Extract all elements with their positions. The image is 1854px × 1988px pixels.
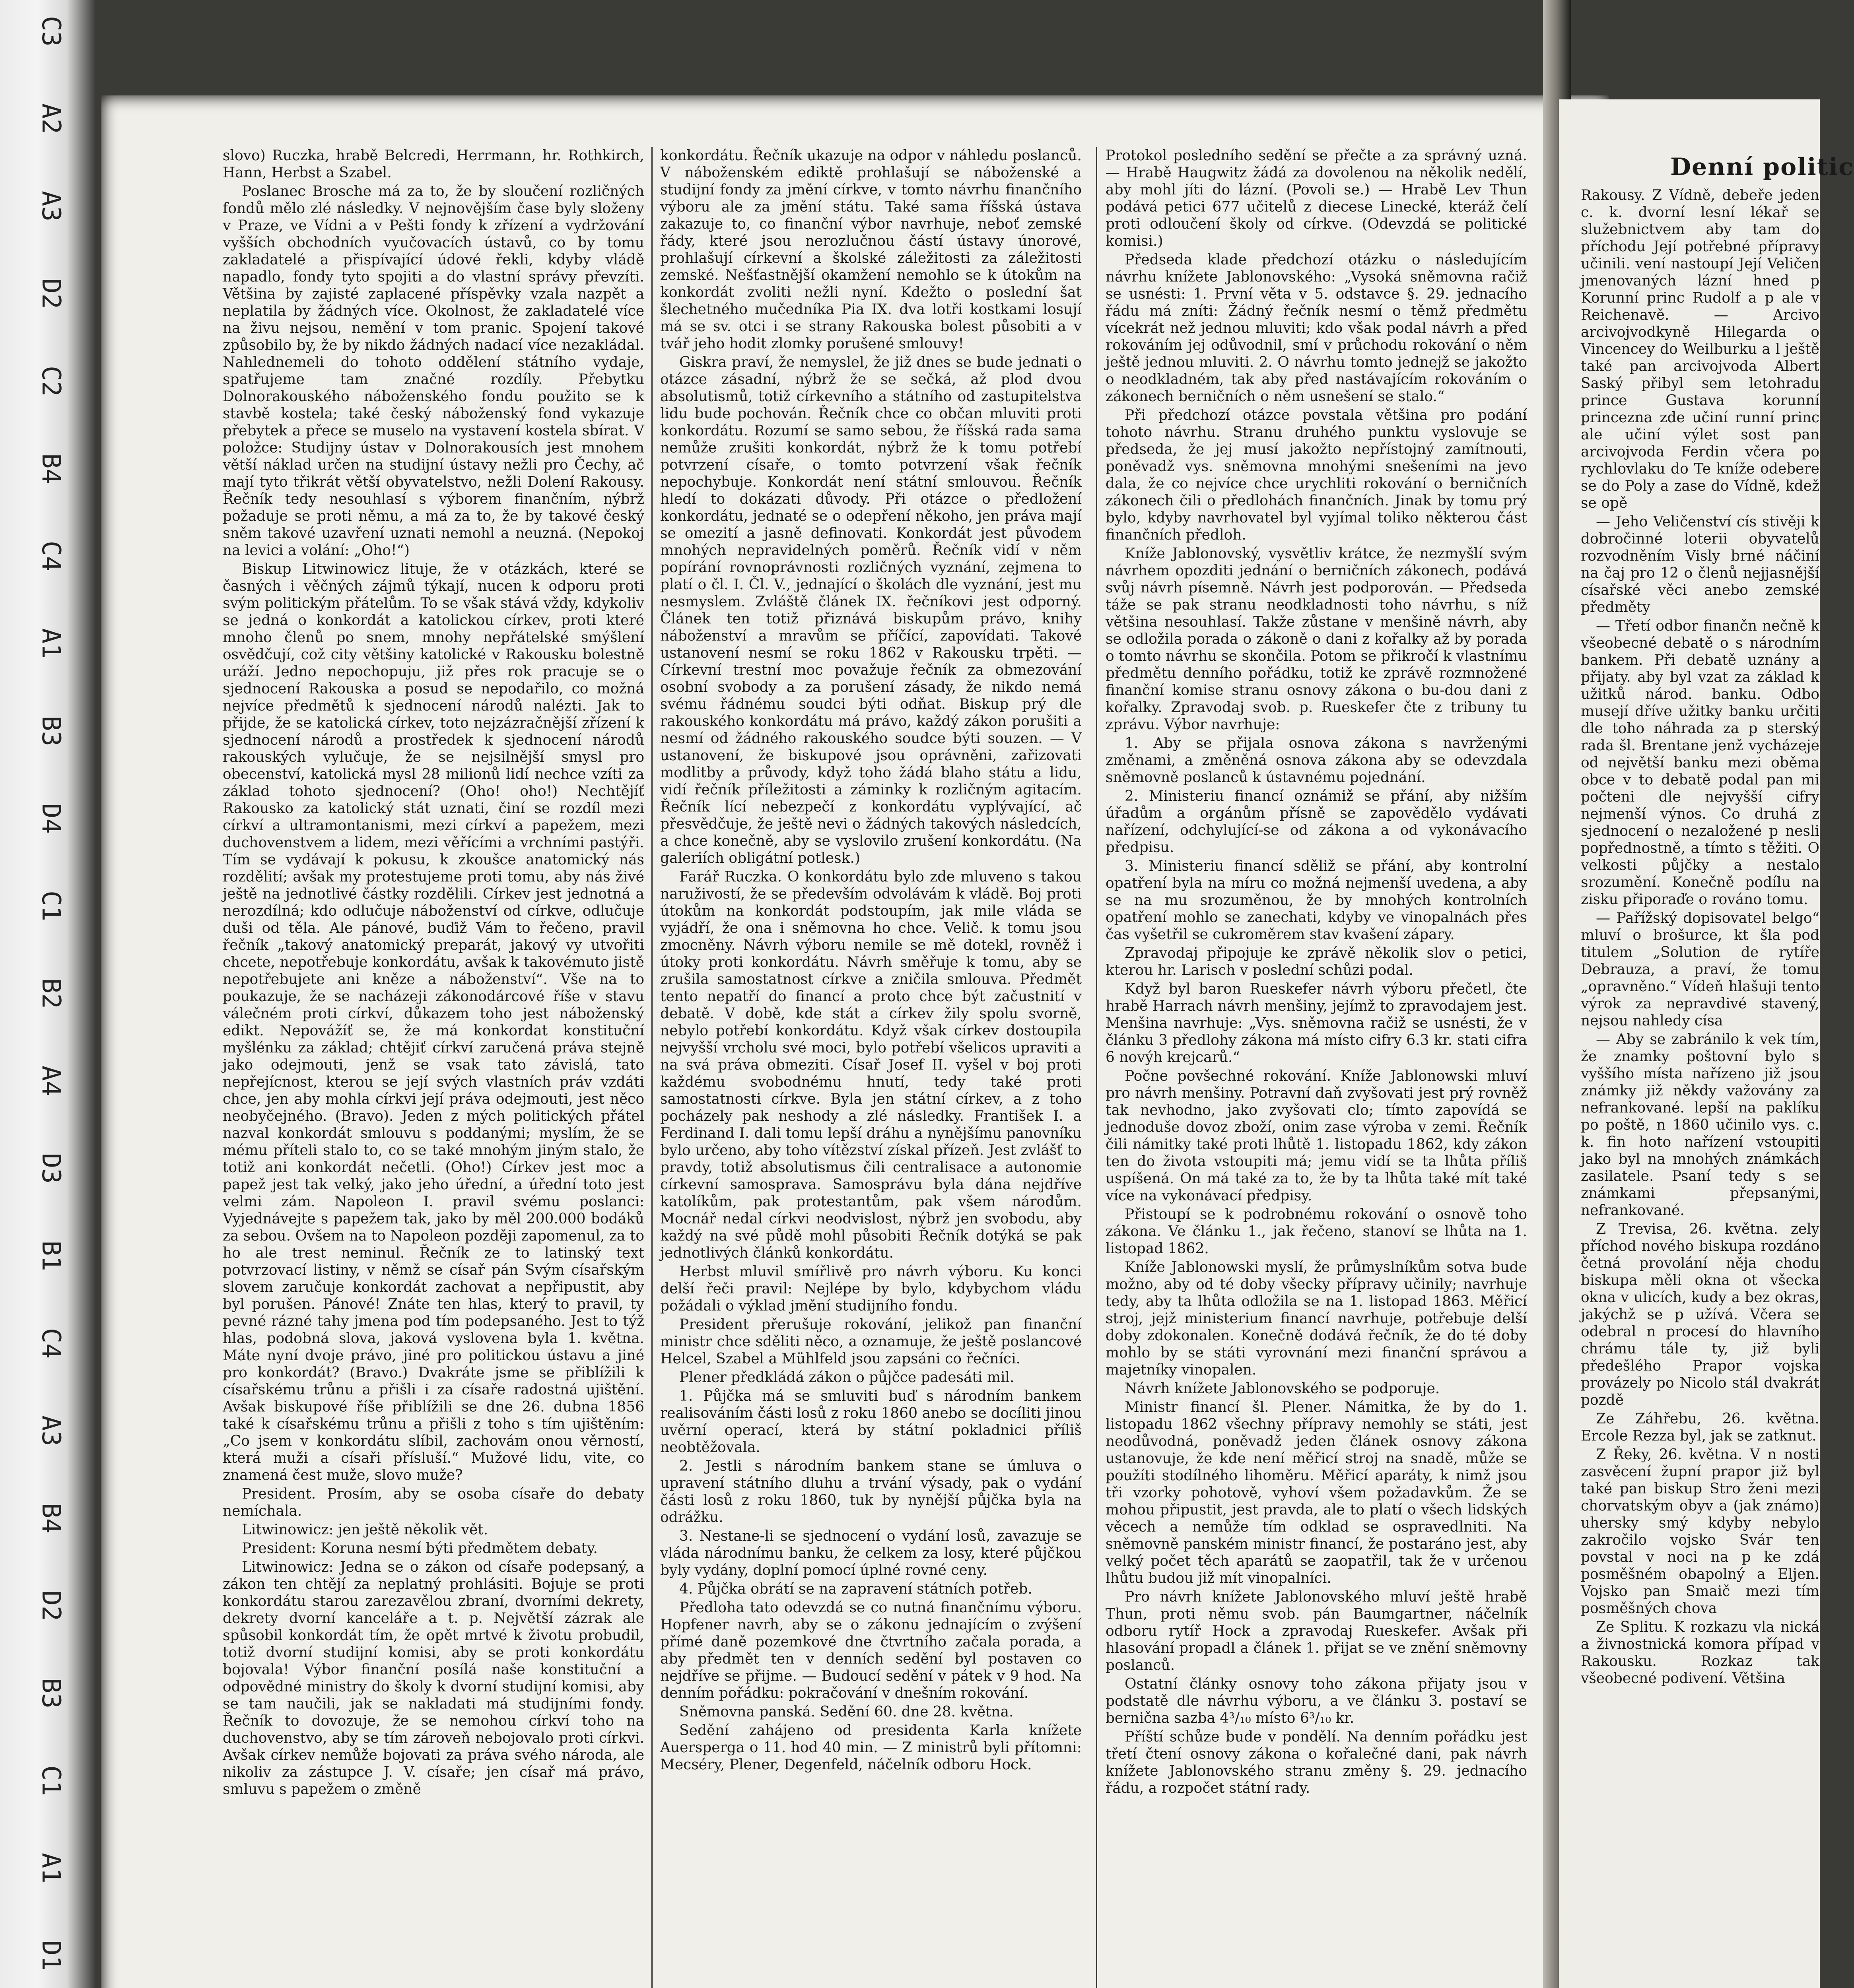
paragraph: Giskra praví, že nemyslel, že již dnes se bude jednati o otázce zásadní, nýbrž že se sečká, až plod dvou absolutismů, totiž církevního a státního od zastupitelstva lidu bude pochován. Řečník chce co občan mluviti proti konkordátu. Rozumí se samo sebou, že říšská rada sama nemůže zrušiti konkordát, nýbrž že k tomu potřebí potvrzení císaře, o tomto potvrzení však řečník nepochybuje. Konkordát není státní smlouvou. Řečník hledí to dokázati důvody. Při otázce o předložení konkordátu, jednaté se o odepření někoho, jen práva mají se omezití a jasně definovati. Konkordát jest původem mnohých nepravidelných poměrů. Řečník vidí v něm popírání rovnoprávnosti rozličných vyznání, zejmena to platí o čl. I. Čl. V., jednající o školách dle vyznání, jest mu nesmyslem. Zvláště článek IX. řečníkovi jest odporný. Článek ten totiž přiznává biskupům právo, knihy náboženství a mravům se příčící, zapovídati. Takové ustanovení nesmí se roku 1862 v Rakousku trpěti. — Církevní trestní moc považuje řečník za obmezování osobní svobody a za porušení zásady, že nikdo nemá svému řádnému soudci býti odňat. Biskup prý dle rakouského konkordátu má právo, každý zákon porušiti a nesmí od žádného rakouského soudce býti souzen. — V ustanovení, že biskupové jsou oprávněni, zařizovati modlitby a průvody, když toho žádá blaho státu a lidu, vidí řečník příležitosti a záminky k rozličným agitacím. Řečník lící nebezpečí z konkordátu vyplývající, ač přesvědčuje, že ještě nevi o žádných takových následcích, a chce konečně, aby se vyslovilo zrušení konkordátu. (Na galeriích obligátní potlesk.) xyxy=(660,354,1082,866)
paragraph: Litwinowicz: Jedna se o zákon od císaře podepsaný, a zákon ten chtějí za neplatný prohlásiti. Bojuje se proti konkordátu starou zarezavělou zbraní, dvorními dekrety, dekrety dvorní kanceláře a t. p. Největší zázrak ale spůsobil konkordát tím, že opět mrtvé k životu probudil, totiž dvorní studijní komisi, aby se proti konkordátu bojovala! Výbor finanční posílá naše konstituční a odpovědné ministry do školy k dvorní studijní komisi, aby se tam naučili, jak se nakladati má studijními fondy. Řečník to dovozuje, že se nemohou církví toho na duchovenstvo, aby se tím zároveň nebojovalo proti církvi. Avšak církev nemůže bojovati za práva svého národa, ale nikoliv za zástupce J. V. císaře; jen císař má právo, smluvu s papežem o změně xyxy=(223,1559,644,1798)
paragraph: Sedění zahájeno od presidenta Karla knížete Auersperga o 11. hod 40 min. — Z ministrů byli přítomni: Mecséry, Plener, Degenfeld, náčelník odboru Hock. xyxy=(660,1722,1082,1773)
paragraph: Z Trevisa, 26. května. zely příchod nového biskupa rozdáno četná provolání něja chodu biskupa měli okna ot všecka okna v ulicích, kudy a bez okras, jakýchž se p užívá. Včera se odebral n procesí do hlavního chrámu tále ty, již byli předešlého Prapor vojska provázely po Nicolo stál dvakrát pozdě xyxy=(1581,1221,1819,1408)
paragraph: Plener předkládá zákon o půjčce padesáti mil. xyxy=(679,1369,1014,1386)
paragraph: 1. Půjčka má se smluviti buď s národním bankem realisováním části losů z roku 1860 anebo se docíliti jinou uvěrní operací, která by státní pokladnici příliš neobtěžovala. xyxy=(660,1388,1082,1456)
edge-mark-label: B3 xyxy=(36,1678,66,1709)
edge-mark-label: D1 xyxy=(36,1940,66,1971)
paragraph: Herbst mluvil smířlivě pro návrh výboru. Ku konci delší řeči pravil: Nejlépe by bylo, kdybychom vládu požádali o výklad jmění studijního fondu. xyxy=(660,1264,1082,1314)
edge-mark-label: A1 xyxy=(36,628,66,659)
paragraph: Předloha tato odevzdá se co nutná finančnímu výboru. Hopfener navrh, aby se o zákonu jednajícím o zvýšení přímé daně pozemkové dne čtvrtního začala porada, a aby předmět ten v denních sedění byl postaven co nejdříve se přijme. — Budoucí sedění v pátek v 9 hod. Na denním pořádku: pokračování v dnešním rokování. xyxy=(660,1600,1082,1701)
paragraph: — Jeho Veličenství cís stivěji k dobročinné loterii obyvatelů rozvodněním Visly brné náčiní na čaj pro 12 o členů nejjasnější císařské věci anebo zemské předměty xyxy=(1581,514,1819,615)
paragraph: 2. Jestli s národním bankem stane se úmluva o upravení státního dluhu a trvání výsady, pak o vydání části losů z roku 1860, tuk by nynější půjčka byla na odrážku. xyxy=(660,1458,1082,1526)
edge-marks xyxy=(38,0,74,1988)
paragraph: Protokol posledního sedění se přečte a za správný uzná. — Hrabě Haugwitz žádá za dovolenou na několik nedělí, aby mohl jíti do lázní. (Povoli se.) — Hrabě Lev Thun podává petici 677 učitelů z diecese Linecké, kteráž čelí proti odloučení školy od církve. (Odevzdá se politické komisi.) xyxy=(1106,148,1527,249)
edge-mark-label: C1 xyxy=(36,891,66,922)
edge-mark-label: C3 xyxy=(36,16,66,47)
paragraph: President přerušuje rokování, jelikož pan finanční ministr chce sděliti něco, a oznamuje, že ještě poslancové Helcel, Szabel a Mühlfeld jsou zapsáni co řečníci. xyxy=(660,1316,1082,1367)
paragraph: Ministr financí šl. Plener. Námitka, že by do 1. listopadu 1862 všechny přípravy nemohly se státi, jest neodůvodná, poněvadž jeden článek osnovy zákona ustanovuje, že kde není měřicí stroj na snadě, může se použíti stodílného lihoměru. Měřicí aparáty, k nimž jsou tři vzorky pohotově, vyhoví všem požadavkům. Že se mohou připustit, jest pravda, ale to platí o všech lidských věcech a nemůže tím odklad se ospravedlniti. Na sněmovně panském ministr financí, že postaráno jest, aby velký počet těch aparátů se zaopatřil, tak že v určenou lhůtu budou již mít vinopalníci. xyxy=(1106,1399,1527,1586)
column-rule xyxy=(651,147,653,1988)
edge-mark-label: A3 xyxy=(36,191,66,222)
paragraph: 1. Aby se přijala osnova zákona s navrženými změnami, a změněná osnova zákona aby se odevzdala sněmovně poslanců k ústavnému pojednání. xyxy=(1106,735,1527,786)
paragraph: Biskup Litwinowicz lituje, že v otázkách, které se časných i věčných zájmů týkají, nucen k odporu proti svým politickým přátelům. To se však stává vždy, kdykoliv se jedná o konkordát a katolickou církev, proti které mnoho členů po snem, mnohy nepřátelské smýšlení osvědčují, což city většiny katolické v Rakousku bolestně uráží. Jedno nepochopuju, již přes rok pracuje se o sjednocení Rakouska a posud se nepodařilo, co možná nejvíce předmětů k sjednocení národů nalézti. Jak to přijde, že se katolická církev, toto nejzázračnější zřízení k sjednocení národů a prostředek k sjednocení národů rakouských vylučuje, že se nejsilnější smysl pro obecenství, katolická mysl 28 milionů lidí nechce vzíti za základ tohoto sjednocení? (Oho! oho!) Nechtějíť Rakousko za katolický stát uznati, činí se rozdíl mezi církví a ultramontanismi, mezi církví a papežem, mezi duchovenstvem a lidem, mezi věřícími a vrchními pastýři. Tím se vydávají k pokusu, k zkoušce anatomický nás rozdělití; avšak my protestujeme proti tomu, aby nás živé ještě na jednotlivé částky rozdělili. Církev jest jednotná a nerozdílná; kdo odlučuje náboženství od církve, odlučuje duši od těla. Ale pánové, buďiž Vám to řečeno, pravil řečník „takový anatomický preparát, jakový vy utvořiti chcete, nepotřebuje konkordátu, avšak k takovémuto jistě nepotřebujete ani kněze a náboženství“. Vše na to poukazuje, že se nacházeji zákonodárcové říše v stavu válečném proti církví, důkazem toho jest náboženský edikt. Nepovážíť se, že má konkordat konstituční myšlénku za základ; chtějiť církví zaručená práva stejně jako odejmouti, jenž se vsak tato závislá, tato nepřejícnost, kterou se její svých vlastních práv vzdáti chce, jen aby mohla církvi její práva odejmouti, jest něco neobyčejného. (Bravo). Jeden z mých politických přátel nazval konkordát smlouvu s poddanými; myslím, že se mému příteli stalo to, co se také mnohým jiným stalo, že totiž ani konkordát nečetli. (Oho!) Církev jest moc a papež jest tak velký, jako jeho úřední, a úřední toto jest velmi zám. Napoleon I. pravil svému poslanci: Vyjednávejte s papežem tak, jako by měl 200.000 bodáků za sebou. Ovšem na to Napoleon později zapomenul, za to ho ale trest neminul. Řečník ze to latinský text potvrzovací listiny, v němž se císař pán Svým císařským slovem zaručuje konkordát zachovat a nepřipustit, aby byl porušen. Pánové! Znáte ten hlas, který to pravil, ty pevné rázné tahy jmena pod tím podepsaného. Jest to týž hlas, podobná slova, jaková vyslovena byla 1. května. Máte nyní dvoje právo, jiné pro politickou ústavu a jiné pro konkordát? (Bravo.) Dvakráte jsme se přiblížili k císařskému trůnu a přišli i za císaře radostná ujištění. Avšak biskupové říše přiblížili se dne 26. dubna 1856 také k císařskému trůnu a přišli z toho s tím ujištěním: „Co jsem v konkordátu slíbil, zachovám onou věrností, která muži a císaři přísluší.“ Mužové lidu, vite, co znamená čest muže, slovo muže? xyxy=(223,561,644,1483)
paragraph: Při předchozí otázce povstala většina pro podání tohoto návrhu. Stranu druhého punktu vyslovuje se předseda, že jej musí jakožto nepřístojný zamítnouti, poněvadž vys. sněmovna mnohými snešeními na jevo dala, že co nejvíce chce urychliti rokování o berničních zákonech čili o předlohách finančních. Jinak by tomu prý bylo, kdyby navrhovatel byl vyjímal toliko některou část finančních předloh. xyxy=(1106,407,1527,543)
paragraph: Kníže Jablonovský, vysvětliv krátce, že nezmyšlí svým návrhem opozditi jednání o berničních zákonech, podává svůj návrh písemně. Návrh jest podporován. — Předseda táže se pak stranu neodkladnosti toho návrhu, s níž většina nesouhlasí. Takže zůstane v menšině návrh, aby se odložila porada o zákoně o dani z kořalky až by porada o tomto návrhu se skončila. Potom se přikročí k vlastnímu předmětu denního pořádku, totiž ke zprávě rozmnožené finanční komise stranu osnovy zákona o bu-dou dani z kořalky. Zpravodaj svob. p. Rueskefer čte z tribuny tu zprávu. Výbor navrhuje: xyxy=(1106,546,1527,733)
edge-mark-label: D4 xyxy=(36,803,66,834)
edge-mark-label: D3 xyxy=(36,1153,66,1184)
paragraph: Příští schůze bude v pondělí. Na denním pořádku jest třetí čtení osnovy zákona o kořalečné dani, pak návrh knížete Jablonovského stranu změny §. 29. jednacího řádu, a rozpočet státní rady. xyxy=(1106,1729,1527,1796)
edge-mark-label: A4 xyxy=(36,1066,66,1097)
paragraph: Když byl baron Rueskefer návrh výboru přečetl, čte hrabě Harrach návrh menšiny, jejímž to zpravodajem jest. Menšina navrhuje: „Vys. sněmovna račiž se usnésti, že v článku 3 předlohy zákona má místo cifry 6.3 kr. stati cifra 6 novýh krejcarů.“ xyxy=(1106,981,1527,1066)
paragraph: President: Koruna nesmí býti předmětem debaty. xyxy=(242,1540,598,1557)
section-heading: Denní politic xyxy=(1670,153,1854,181)
paragraph: — Aby se zabránilo k vek tím, že znamky poštovní bylo s vyššího místa nařízeno již jsou známky již někdy važovány za nefrankované. lepší na paklíku po poště, n 1860 učinilo vys. c. k. fin hoto nařízení vstoupiti jako byl na mnohých známkách zasilatele. Psaní tedy s se známkami přepsanými, nefrankované. xyxy=(1581,1031,1819,1219)
edge-mark-label: C4 xyxy=(36,541,66,572)
paragraph: Ostatní články osnovy toho zákona přijaty jsou v podstatě dle návrhu výboru, a ve článku 3. postaví se bernična sazba 4³/₁₀ místo 6³/₁₀ kr. xyxy=(1106,1676,1527,1726)
edge-mark-label: B2 xyxy=(36,978,66,1009)
paragraph: Předseda klade předchozí otázku o následujícím návrhu knížete Jablonovského: „Vysoká sněmovna račiž se usnésti: 1. První věta v 5. odstavce §. 29. jednacího řádu má zníti: Žádný řečník nesmí o těmž předmětu vícekrát než jednou mluviti; kdo však podal návrh a před rokováním jej odůvodnil, smí v průchodu rokování o něm ještě jednou mluviti. 2. O návrhu tomto jednejž se jakožto o neodkladném, tak aby před nastávajícím rokováním o zákonech berničních o něm usnešení se stalo.“ xyxy=(1106,252,1527,405)
paragraph: Zpravodaj připojuje ke zprávě několik slov o petici, kterou hr. Larisch v poslední schůzi podal. xyxy=(1106,945,1527,978)
edge-mark-label: D2 xyxy=(36,1590,66,1621)
paragraph: Poslanec Brosche má za to, že by sloučení rozličných fondů mělo zlé následky. V nejnovějším čase byly složeny v Praze, ve Vídni a v Pešti fondy k zřízení a vydržování vyšších obchodních vyučovacích ústavů, co by tomu zakladatelé a přispívající údové řekli, kdyby vládě napadlo, fondy tyto spojiti a do vlastní správy převzíti. Většina by zajisté zaplacené příspěvky vzala nazpět a neplatila by žádných více. Okolnost, že zakladatelé více na živu nejsou, nemění v tom pranic. Spojení takové způsobilo by, že by nikdo žádných nadací více nezakládal. Nahlednemeli do tohoto oddělení státního vydaje, spatřujeme tam značné rozdíly. Přebytku Dolnorakouského náboženského fondu použito se k stavbě kostela; také český náboženský fond vykazuje přebytek a přece se muselo na vystavení kostela sbírat. V položce: Studijny ústav v Dolnorakousích jest mnohem větší náklad určen na studijní ústavy nežli pro Čechy, ač mají tyto třikrát větší obyvatelstvo, nežli Dolení Rakousy. Řečník tedy nesouhlasí s výborem finančním, nýbrž požaduje se proti němu, a má za to, že by takové český sněm takové uzavření uznati nemohl a neuzná. (Nepokoj na levici a volání: „Oho!“) xyxy=(223,183,644,559)
edge-mark-label: D2 xyxy=(36,278,66,309)
paragraph: 4. Půjčka obrátí se na zapravení státních potřeb. xyxy=(679,1581,1032,1597)
paragraph: 3. Nestane-li se sjednocení o vydání losů, zavazuje se vláda národnímu banku, že celkem za losy, které půjčkou byly vydány, doplní pomocí úplné rovné ceny. xyxy=(660,1528,1082,1578)
text-column-4 xyxy=(1581,187,1819,1988)
paragraph: Farář Ruczka. O konkordátu bylo zde mluveno s takou naruživostí, že se především odvolávám k vládě. Boj proti útokům na konkordát podstoupím, jak mile vláda se vyjádří, že ona i sněmovna ho chce. Velič. k tomu jsou zmocněny. Návrh výboru nemile se mě dotekl, rovněž i útoky proti konkordátu. Návrh směřuje k tomu, aby se zrušila samostatnost církve a zničila smlouva. Předmět tento nepatří do financí a proto chce být začustnití v debatě. V době, kde stát a církev žily spolu svorně, nebylo potřebí konkordátu. Když však církev dostoupila nejvyšší vrcholu své moci, bylo potřebí všelicos upraviti a na svá práva obmeziti. Císař Josef II. vyšel v boj proti každému svobodnému hnutí, tedy také proti samostatnosti církve. Byla jen státní církev, a z toho pocházely pak neshody a zlé následky. František I. a Ferdinand I. dali tomu lepší dráhu a nynějšímu panovníku bylo určeno, aby toho vítězství získal přízeň. Jest zvlášť to pravdy, totiž absolutismus čili centralisace a autonomie církevní samosprava. Samosprávu byla dána nejdříve katolíkům, pak protestantům, pak všem národům. Mocnář nedal církvi neodvislost, nýbrž jen svobodu, aby každý na své půdě mohl působiti Řečník dotýká se pak jednotlivých článků konkordátu. xyxy=(660,869,1082,1261)
edge-mark-label: C4 xyxy=(36,1328,66,1359)
paragraph: 3. Ministeriu financí sděliž se přání, aby kontrolní opatření byla na míru co možná nejmenší uvedena, a aby se na mu srozuměnou, že by mnohých kontrolních opatření mohlo se zanechati, kdyby ve vinopalnách přes čas vyšetřil se cukroměrem stav kvašení zápary. xyxy=(1106,858,1527,943)
text-column-3 xyxy=(1106,147,1527,1988)
edge-mark-label: B4 xyxy=(36,453,66,484)
paragraph: Rakousy. Z Vídně, debeře jeden c. k. dvorní lesní lékař se služebnictvem aby tam do příchodu Její potřebné přípravy učinili. vení nastoupí Její Veličen jmenovaných lázní hned p Korunní princ Rudolf a p ale v Reichenavě. — Arcivo arcivojvodkyně Hilegarda o Vincencey do Weilburku a l ještě také pan arcivojvoda Albert Saský přibyl sem letohradu prince Gustava korunní princezna zde učiní runní princ ale učiní výlet sost pan arcivojvoda Ferdin včera po rychlovlaku do Te kníže odebere se do Poly a zase do Vídně, kdež se opě xyxy=(1581,187,1819,511)
edge-mark-label: A3 xyxy=(36,1415,66,1446)
paragraph: Z Řeky, 26. května. V n nosti zasvěcení župní prapor již byl také pan biskup Stro ženi mezi chorvatským obyv a (jak známo) uhersky smý kdyby nebylo zakročilo vojsko Svár ten povstal v noci na p ke zdá posměšném obapolný a Eljen. Vojsko pan Smaič mezi tím posměšných chova xyxy=(1581,1446,1819,1617)
paragraph: President. Prosím, aby se osoba císaře do debaty nemíchala. xyxy=(223,1486,644,1519)
paragraph: — Třetí odbor finančn nečně k všeobecné debatě o s národním bankem. Při debatě uznány a přijaty. aby byl vzat za základ k užitků národ. banku. Odbo musejí dříve užitky banku určiti dle toho náhrada za p sterský rada šl. Brentane jenž vycházeje od největší banku mezi oběma obce v to debatě podal pan mi počteni dle nejvyšší cifry nejmenší výnos. Co druhá z sjednocení o nezaložené p nesli popřednostně, a tímto s těžiti. O velkosti půjčky a nestalo srozumění. Konečně podílu na zisku připoraďe o rováno tomu. xyxy=(1581,618,1819,908)
paragraph: slovo) Ruczka, hrabě Belcredi, Herrmann, hr. Rothkirch, Hann, Herbst a Szabel. xyxy=(223,148,644,181)
paragraph: Návrh knížete Jablonovského se podporuje. xyxy=(1125,1380,1440,1397)
edge-mark-label: C2 xyxy=(36,366,66,397)
paragraph: Počne povšechné rokování. Kníže Jablonowski mluví pro návrh menšiny. Potravní daň zvyšovati jest prý rovněž tak nevhodno, jako zvyšovati clo; tímto zapovídá se jednoduše dovoz zboží, onim zase výroba v zemi. Řečník čili námitky také proti lhůtě 1. listopadu 1862, kdy zákon ten do života vstoupiti má; jemu vidí se ta lhůta příliš uspíšená. On má také za to, že by ta lhůta také mít také více na vykonávací předpisy. xyxy=(1106,1068,1527,1204)
edge-mark-label: B4 xyxy=(36,1503,66,1534)
edge-mark-label: A2 xyxy=(36,103,66,134)
paragraph: Kníže Jablonowski myslí, že průmyslníkům sotva bude možno, aby od té doby všecky přípravy učinily; navrhuje tedy, aby ta lhůta odložila se na 1. listopad 1863. Měřicí stroj, jejž ministerium financí navrhuje, potřebuje delší doby zdokonalen. Konečně dodává řečník, že do té doby mohlo by se státi vyrovnání mezi finanční správou a majetníky vinopalen. xyxy=(1106,1259,1527,1378)
paragraph: Sněmovna panská. Sedění 60. dne 28. května. xyxy=(679,1704,1014,1720)
text-column-1 xyxy=(223,147,644,1988)
column-rule xyxy=(1096,147,1097,1988)
edge-mark-label: A1 xyxy=(36,1853,66,1884)
edge-mark-label: C1 xyxy=(36,1765,66,1796)
paragraph: konkordátu. Řečník ukazuje na odpor v náhledu poslanců. V náboženském ediktě prohlašují se náboženské a studijní fondy za jmění církve, v tomto návrhu finančního výboru ale za jmění státu. Také sama říšská ústava zakazuje to, co finanční výbor navrhuje, neboť zemské řády, které jsou nerozlučnou částí ústavy únorové, prohlašují církevní a školské záležitosti za záležitosti zemské. Nešťastnější okamžení nemohlo se k útokům na konkordát zvoliti nežli nyní. Kdežto o poslední šat šlechetného mučedníka Pia IX. dva lotři kostkami losují má se sv. otci i se strany Rakouska bolest působiti a v tvář jeho hodit zlomky porušené smlouvy! xyxy=(660,148,1082,352)
paragraph: Pro návrh knížete Jablonovského mluví ještě hrabě Thun, proti němu svob. pán Baumgartner, náčelník odboru rytíř Hock a zpravodaj Rueskefer. Avšak při hlasování propadl a článek 1. přijat se ve znění sněmovny poslanců. xyxy=(1106,1589,1527,1673)
paragraph: Ze Záhřebu, 26. května. Ercole Rezza byl, jak se zatknut. xyxy=(1581,1411,1819,1444)
paragraph: — Pařížský dopisovatel belgo“ mluví o brošurce, kt šla pod titulem „Solution de rytíře Debrauza, a praví, že tomu „opravněno.“ Vídeň hlašuji tento výrok za nepravdivé stavený, nejsou nahledy císa xyxy=(1581,910,1819,1029)
paragraph: Ze Splitu. K rozkazu vla nická a živnostnická komora případ v Rakousku. Rozkaz tak všeobecné podivení. Většina xyxy=(1581,1619,1819,1687)
paragraph: 2. Ministeriu financí oznámiž se přání, aby nižším úřadům a orgánům přísně se zapovědělo vydávati nařízení, odchylující-se od zákona a od vykonávacího předpisu. xyxy=(1106,788,1527,856)
text-column-2 xyxy=(660,147,1082,1988)
edge-mark-label: B3 xyxy=(36,716,66,747)
paragraph: Přistoupí se k podrobnému rokování o osnově toho zákona. Ve článku 1., jak řečeno, stanoví se lhůta na 1. listopad 1862. xyxy=(1106,1206,1527,1257)
paragraph: Litwinowicz: jen ještě několik vět. xyxy=(242,1522,488,1538)
edge-mark-label: B1 xyxy=(36,1241,66,1272)
